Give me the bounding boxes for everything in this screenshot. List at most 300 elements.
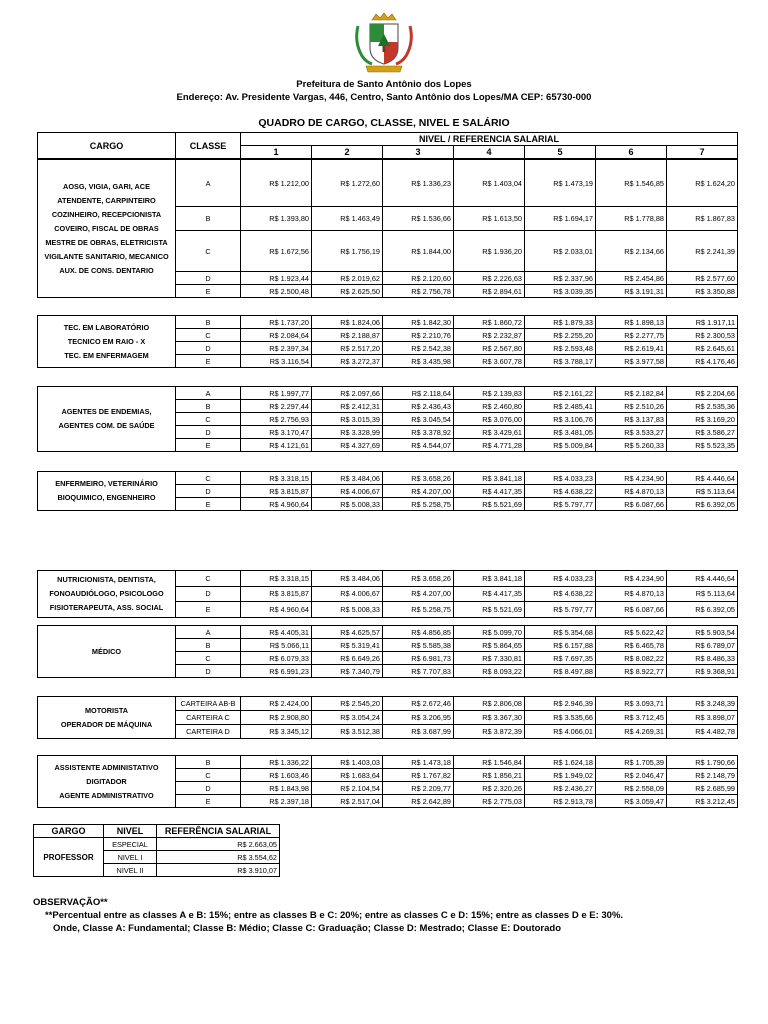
header-level: 5 xyxy=(525,146,596,159)
salary-value-cell: R$ 1.546,84 xyxy=(454,756,525,769)
classe-cell: CARTEIRA AB-B xyxy=(176,697,241,711)
salary-value-cell: R$ 3.206,95 xyxy=(383,711,454,725)
professor-salary-table xyxy=(33,824,280,877)
salary-value-cell: R$ 2.485,41 xyxy=(525,400,596,413)
salary-value-cell: R$ 7.330,81 xyxy=(454,652,525,665)
salary-group-table xyxy=(37,696,738,739)
salary-value-cell: R$ 2.412,31 xyxy=(312,400,383,413)
professor-header-referencia: REFERÊNCIA SALARIAL xyxy=(157,825,280,838)
header-level: 4 xyxy=(454,146,525,159)
salary-value-cell: R$ 1.694,17 xyxy=(525,207,596,231)
salary-value-cell: R$ 2.210,76 xyxy=(383,329,454,342)
salary-group-table xyxy=(37,315,738,368)
salary-value-cell: R$ 4.207,00 xyxy=(383,485,454,498)
salary-value-cell: R$ 9.368,91 xyxy=(667,665,738,678)
salary-value-cell: R$ 2.297,44 xyxy=(241,400,312,413)
salary-value-cell: R$ 3.137,83 xyxy=(596,413,667,426)
observation-label: OBSERVAÇÃO** xyxy=(33,897,108,908)
salary-value-cell: R$ 4.870,13 xyxy=(596,485,667,498)
classe-cell: C xyxy=(176,472,241,485)
salary-value-cell: R$ 4.234,90 xyxy=(596,571,667,587)
salary-value-cell: R$ 2.625,50 xyxy=(312,285,383,298)
salary-value-cell: R$ 3.484,06 xyxy=(312,571,383,587)
cargo-line: OPERADOR DE MÁQUINA xyxy=(60,719,153,729)
salary-value-cell: R$ 3.272,37 xyxy=(312,355,383,368)
salary-value-cell: R$ 4.544,07 xyxy=(383,439,454,452)
cargo-line: TEC. EM ENFERMAGEM xyxy=(64,350,149,360)
salary-value-cell: R$ 3.045,54 xyxy=(383,413,454,426)
salary-value-cell: R$ 6.465,78 xyxy=(596,639,667,652)
salary-value-cell: R$ 1.923,44 xyxy=(241,272,312,285)
salary-value-cell: R$ 4.066,01 xyxy=(525,725,596,739)
salary-value-cell: R$ 3.059,47 xyxy=(596,795,667,808)
salary-value-cell: R$ 3.015,39 xyxy=(312,413,383,426)
salary-value-cell: R$ 6.392,05 xyxy=(667,498,738,511)
cargo-line: TECNICO EM RAIO - X xyxy=(67,336,146,346)
salary-value-cell: R$ 2.672,46 xyxy=(383,697,454,711)
cargo-line: MÉDICO xyxy=(91,646,122,656)
salary-value-cell: R$ 2.139,83 xyxy=(454,387,525,400)
salary-value-cell: R$ 4.870,13 xyxy=(596,586,667,602)
salary-value-cell: R$ 3.191,31 xyxy=(596,285,667,298)
salary-value-cell: R$ 1.336,23 xyxy=(383,160,454,207)
cargo-line: AGENTES DE ENDEMIAS, xyxy=(61,407,152,416)
salary-value-cell: R$ 3.318,15 xyxy=(241,472,312,485)
salary-value-cell: R$ 4.417,35 xyxy=(454,586,525,602)
header-level: 2 xyxy=(312,146,383,159)
salary-value-cell: R$ 1.997,77 xyxy=(241,387,312,400)
salary-value-cell: R$ 4.327,69 xyxy=(312,439,383,452)
classe-cell: D xyxy=(176,665,241,678)
salary-value-cell: R$ 1.613,50 xyxy=(454,207,525,231)
salary-value-cell: R$ 3.512,38 xyxy=(312,725,383,739)
salary-value-cell: R$ 1.624,20 xyxy=(667,160,738,207)
organization-name: Prefeitura de Santo Antônio dos Lopes xyxy=(296,79,472,90)
salary-value-cell: R$ 6.392,05 xyxy=(667,602,738,618)
salary-value-cell: R$ 3.169,20 xyxy=(667,413,738,426)
salary-value-cell: R$ 5.523,35 xyxy=(667,439,738,452)
professor-valor: R$ 2.663,05 xyxy=(157,838,280,851)
classe-cell: E xyxy=(176,602,241,618)
salary-value-cell: R$ 2.535,36 xyxy=(667,400,738,413)
cargo-line: DIGITADOR xyxy=(86,776,127,786)
salary-value-cell: R$ 1.767,82 xyxy=(383,769,454,782)
salary-value-cell: R$ 1.403,04 xyxy=(454,160,525,207)
salary-value-cell: R$ 4.771,28 xyxy=(454,439,525,452)
salary-value-cell: R$ 4.960,64 xyxy=(241,602,312,618)
salary-value-cell: R$ 5.797,77 xyxy=(525,602,596,618)
classe-cell: C xyxy=(176,231,241,272)
salary-value-cell: R$ 3.872,39 xyxy=(454,725,525,739)
salary-value-cell: R$ 4.405,31 xyxy=(241,626,312,639)
professor-header-nivel: NIVEL xyxy=(104,825,157,838)
professor-nivel: NIVEL I xyxy=(104,851,157,864)
cargo-line: ATENDENTE, CARPINTEIRO xyxy=(57,195,156,205)
header-level: 3 xyxy=(383,146,454,159)
salary-value-cell: R$ 7.340,79 xyxy=(312,665,383,678)
classe-cell: E xyxy=(176,355,241,368)
classe-cell: E xyxy=(176,439,241,452)
salary-value-cell: R$ 4.033,23 xyxy=(525,571,596,587)
salary-value-cell: R$ 3.484,06 xyxy=(312,472,383,485)
classe-cell: D xyxy=(176,342,241,355)
salary-value-cell: R$ 4.006,67 xyxy=(312,485,383,498)
cargo-line: MOTORISTA xyxy=(84,705,129,715)
header-nivel-group: NIVEL / REFERENCIA SALARIAL xyxy=(241,133,738,146)
salary-value-cell: R$ 2.619,41 xyxy=(596,342,667,355)
salary-value-cell: R$ 3.212,45 xyxy=(667,795,738,808)
salary-value-cell: R$ 3.093,71 xyxy=(596,697,667,711)
salary-value-cell: R$ 5.009,84 xyxy=(525,439,596,452)
salary-value-cell: R$ 1.536,66 xyxy=(383,207,454,231)
header-classe: CLASSE xyxy=(176,133,241,159)
salary-group-table xyxy=(37,625,738,678)
salary-value-cell: R$ 2.500,48 xyxy=(241,285,312,298)
cargo-line: AUX. DE CONS. DENTARIO xyxy=(59,265,154,275)
salary-value-cell: R$ 4.417,35 xyxy=(454,485,525,498)
salary-value-cell: R$ 8.922,77 xyxy=(596,665,667,678)
salary-value-cell: R$ 1.756,19 xyxy=(312,231,383,272)
salary-value-cell: R$ 2.033,01 xyxy=(525,231,596,272)
salary-value-cell: R$ 2.567,80 xyxy=(454,342,525,355)
salary-value-cell: R$ 4.446,64 xyxy=(667,571,738,587)
salary-value-cell: R$ 3.815,87 xyxy=(241,485,312,498)
cargo-line: MESTRE DE OBRAS, ELETRICISTA xyxy=(45,237,168,247)
classe-cell: A xyxy=(176,387,241,400)
organization-address: Endereço: Av. Presidente Vargas, 446, Centro, Santo Antônio dos Lopes/MA CEP: 65730-000 xyxy=(176,92,592,103)
classe-cell: C xyxy=(176,769,241,782)
classe-cell: C xyxy=(176,652,241,665)
classe-cell: E xyxy=(176,285,241,298)
classe-cell: B xyxy=(176,756,241,769)
table-row xyxy=(38,160,738,207)
classe-cell: CARTEIRA C xyxy=(176,711,241,725)
salary-value-cell: R$ 7.697,35 xyxy=(525,652,596,665)
salary-value-cell: R$ 1.778,88 xyxy=(596,207,667,231)
salary-value-cell: R$ 4.960,64 xyxy=(241,498,312,511)
salary-value-cell: R$ 1.867,83 xyxy=(667,207,738,231)
salary-value-cell: R$ 2.436,43 xyxy=(383,400,454,413)
salary-value-cell: R$ 1.705,39 xyxy=(596,756,667,769)
salary-value-cell: R$ 4.121,61 xyxy=(241,439,312,452)
salary-value-cell: R$ 1.917,11 xyxy=(667,316,738,329)
cargo-line: COVEIRO, FISCAL DE OBRAS xyxy=(54,223,159,233)
classe-cell: E xyxy=(176,795,241,808)
salary-value-cell: R$ 2.120,60 xyxy=(383,272,454,285)
salary-value-cell: R$ 1.212,00 xyxy=(241,160,312,207)
salary-value-cell: R$ 4.176,46 xyxy=(667,355,738,368)
salary-value-cell: R$ 3.607,78 xyxy=(454,355,525,368)
salary-value-cell: R$ 2.806,08 xyxy=(454,697,525,711)
salary-value-cell: R$ 3.898,07 xyxy=(667,711,738,725)
salary-value-cell: R$ 3.841,18 xyxy=(454,571,525,587)
table-row xyxy=(38,316,738,329)
salary-value-cell: R$ 1.844,00 xyxy=(383,231,454,272)
salary-value-cell: R$ 6.991,23 xyxy=(241,665,312,678)
salary-value-cell: R$ 4.033,23 xyxy=(525,472,596,485)
salary-value-cell: R$ 1.936,20 xyxy=(454,231,525,272)
salary-value-cell: R$ 5.797,77 xyxy=(525,498,596,511)
salary-value-cell: R$ 3.170,47 xyxy=(241,426,312,439)
salary-value-cell: R$ 3.658,26 xyxy=(383,571,454,587)
salary-value-cell: R$ 3.076,00 xyxy=(454,413,525,426)
salary-value-cell: R$ 1.843,98 xyxy=(241,782,312,795)
cargo-cell xyxy=(38,160,176,298)
table-row xyxy=(38,387,738,400)
salary-value-cell: R$ 3.712,45 xyxy=(596,711,667,725)
salary-value-cell: R$ 5.903,54 xyxy=(667,626,738,639)
salary-value-cell: R$ 2.424,00 xyxy=(241,697,312,711)
salary-value-cell: R$ 3.116,54 xyxy=(241,355,312,368)
salary-value-cell: R$ 1.403,03 xyxy=(312,756,383,769)
header-level: 6 xyxy=(596,146,667,159)
salary-value-cell: R$ 2.097,66 xyxy=(312,387,383,400)
salary-value-cell: R$ 5.260,33 xyxy=(596,439,667,452)
classe-cell: A xyxy=(176,160,241,207)
salary-value-cell: R$ 1.898,13 xyxy=(596,316,667,329)
salary-value-cell: R$ 5.066,11 xyxy=(241,639,312,652)
salary-value-cell: R$ 2.545,20 xyxy=(312,697,383,711)
salary-value-cell: R$ 4.638,22 xyxy=(525,485,596,498)
salary-value-cell: R$ 4.482,78 xyxy=(667,725,738,739)
salary-value-cell: R$ 3.248,39 xyxy=(667,697,738,711)
salary-value-cell: R$ 2.756,78 xyxy=(383,285,454,298)
cargo-line: FONOAUDIÓLOGO, PSICOLOGO xyxy=(49,589,164,598)
salary-value-cell: R$ 5.354,68 xyxy=(525,626,596,639)
salary-value-cell: R$ 6.789,07 xyxy=(667,639,738,652)
salary-value-cell: R$ 2.118,64 xyxy=(383,387,454,400)
salary-value-cell: R$ 2.756,93 xyxy=(241,413,312,426)
salary-value-cell: R$ 4.006,67 xyxy=(312,586,383,602)
salary-value-cell: R$ 1.672,56 xyxy=(241,231,312,272)
salary-value-cell: R$ 5.008,33 xyxy=(312,498,383,511)
salary-value-cell: R$ 2.300,53 xyxy=(667,329,738,342)
cargo-cell xyxy=(38,697,176,739)
salary-group-table xyxy=(37,159,738,298)
salary-value-cell: R$ 6.087,66 xyxy=(596,602,667,618)
salary-value-cell: R$ 1.393,80 xyxy=(241,207,312,231)
salary-value-cell: R$ 5.864,65 xyxy=(454,639,525,652)
salary-value-cell: R$ 5.008,33 xyxy=(312,602,383,618)
salary-value-cell: R$ 2.046,47 xyxy=(596,769,667,782)
municipal-crest-logo xyxy=(352,12,416,76)
salary-value-cell: R$ 1.473,18 xyxy=(383,756,454,769)
salary-value-cell: R$ 3.533,27 xyxy=(596,426,667,439)
header-cargo: CARGO xyxy=(38,133,176,159)
observation-percent-note: **Percentual entre as classes A e B: 15%; entre as classes B e C: 20%; entre as classes C e D: 15%; entre as classes D e E: 30%. xyxy=(45,910,624,921)
cargo-line: COZINHEIRO, RECEPCIONISTA xyxy=(51,209,162,219)
salary-value-cell: R$ 2.542,38 xyxy=(383,342,454,355)
salary-table-main xyxy=(37,132,738,159)
document-title: QUADRO DE CARGO, CLASSE, NIVEL E SALÁRIO xyxy=(258,117,510,129)
salary-value-cell: R$ 2.894,61 xyxy=(454,285,525,298)
salary-value-cell: R$ 5.521,69 xyxy=(454,602,525,618)
salary-value-cell: R$ 8.497,88 xyxy=(525,665,596,678)
professor-nivel: ESPECIAL xyxy=(104,838,157,851)
salary-group-table xyxy=(37,570,738,618)
salary-value-cell: R$ 5.521,69 xyxy=(454,498,525,511)
salary-value-cell: R$ 3.977,58 xyxy=(596,355,667,368)
salary-value-cell: R$ 4.207,00 xyxy=(383,586,454,602)
salary-value-cell: R$ 2.454,86 xyxy=(596,272,667,285)
salary-value-cell: R$ 3.815,87 xyxy=(241,586,312,602)
classe-cell: D xyxy=(176,272,241,285)
salary-value-cell: R$ 3.378,92 xyxy=(383,426,454,439)
professor-valor: R$ 3.554,62 xyxy=(157,851,280,864)
salary-value-cell: R$ 1.824,06 xyxy=(312,316,383,329)
salary-value-cell: R$ 2.577,60 xyxy=(667,272,738,285)
professor-table-header xyxy=(34,825,280,838)
salary-value-cell: R$ 2.775,03 xyxy=(454,795,525,808)
classe-cell: B xyxy=(176,400,241,413)
salary-value-cell: R$ 1.737,20 xyxy=(241,316,312,329)
salary-value-cell: R$ 4.625,57 xyxy=(312,626,383,639)
salary-value-cell: R$ 2.241,39 xyxy=(667,231,738,272)
salary-value-cell: R$ 2.397,18 xyxy=(241,795,312,808)
salary-value-cell: R$ 2.337,96 xyxy=(525,272,596,285)
salary-value-cell: R$ 3.535,66 xyxy=(525,711,596,725)
table-row xyxy=(38,756,738,769)
professor-cargo: PROFESSOR xyxy=(34,838,104,877)
salary-value-cell: R$ 3.481,05 xyxy=(525,426,596,439)
salary-value-cell: R$ 8.486,33 xyxy=(667,652,738,665)
classe-cell: B xyxy=(176,316,241,329)
salary-value-cell: R$ 8.093,22 xyxy=(454,665,525,678)
cargo-line: AGENTES COM. DE SAÚDE xyxy=(58,421,155,430)
salary-value-cell: R$ 1.272,60 xyxy=(312,160,383,207)
salary-value-cell: R$ 3.435,98 xyxy=(383,355,454,368)
salary-value-cell: R$ 5.585,38 xyxy=(383,639,454,652)
table-row xyxy=(38,571,738,587)
salary-value-cell: R$ 1.546,85 xyxy=(596,160,667,207)
classe-cell: B xyxy=(176,207,241,231)
cargo-line: VIGILANTE SANITARIO, MECANICO xyxy=(44,251,169,261)
salary-value-cell: R$ 3.350,88 xyxy=(667,285,738,298)
salary-value-cell: R$ 3.054,24 xyxy=(312,711,383,725)
salary-value-cell: R$ 3.367,30 xyxy=(454,711,525,725)
salary-value-cell: R$ 1.463,49 xyxy=(312,207,383,231)
classe-cell: CARTEIRA D xyxy=(176,725,241,739)
table-header-row xyxy=(38,133,738,146)
professor-nivel: NIVEL II xyxy=(104,864,157,877)
table-row xyxy=(38,697,738,711)
salary-value-cell: R$ 5.622,42 xyxy=(596,626,667,639)
salary-value-cell: R$ 2.517,20 xyxy=(312,342,383,355)
salary-group-table xyxy=(37,386,738,452)
salary-value-cell: R$ 6.981,73 xyxy=(383,652,454,665)
salary-group-table xyxy=(37,755,738,808)
salary-value-cell: R$ 5.113,64 xyxy=(667,485,738,498)
cargo-line: ENFERMEIRO, VETERINÁRIO xyxy=(55,479,158,488)
classe-cell: C xyxy=(176,329,241,342)
salary-value-cell: R$ 8.082,22 xyxy=(596,652,667,665)
salary-value-cell: R$ 2.204,66 xyxy=(667,387,738,400)
header-level: 1 xyxy=(241,146,312,159)
table-row xyxy=(38,472,738,485)
classe-cell: C xyxy=(176,413,241,426)
salary-value-cell: R$ 3.345,12 xyxy=(241,725,312,739)
salary-value-cell: R$ 3.106,76 xyxy=(525,413,596,426)
table-row xyxy=(38,626,738,639)
salary-value-cell: R$ 2.558,09 xyxy=(596,782,667,795)
salary-value-cell: R$ 2.397,34 xyxy=(241,342,312,355)
salary-value-cell: R$ 2.510,26 xyxy=(596,400,667,413)
salary-value-cell: R$ 1.624,18 xyxy=(525,756,596,769)
salary-value-cell: R$ 1.336,22 xyxy=(241,756,312,769)
salary-value-cell: R$ 2.148,79 xyxy=(667,769,738,782)
professor-valor: R$ 3.910,07 xyxy=(157,864,280,877)
salary-value-cell: R$ 2.188,87 xyxy=(312,329,383,342)
observation-class-note: Onde, Classe A: Fundamental; Classe B: Médio; Classe C: Graduação; Classe D: Mestrado; Classe E: Doutorado xyxy=(53,923,562,934)
table-row xyxy=(34,838,280,851)
classe-cell: A xyxy=(176,626,241,639)
salary-value-cell: R$ 6.157,88 xyxy=(525,639,596,652)
cargo-line: ASSISTENTE ADMINISTATIVO xyxy=(54,762,159,772)
salary-value-cell: R$ 3.658,26 xyxy=(383,472,454,485)
salary-value-cell: R$ 4.269,31 xyxy=(596,725,667,739)
salary-value-cell: R$ 2.134,66 xyxy=(596,231,667,272)
salary-value-cell: R$ 2.645,61 xyxy=(667,342,738,355)
salary-value-cell: R$ 1.790,66 xyxy=(667,756,738,769)
cargo-cell xyxy=(38,472,176,511)
header-level: 7 xyxy=(667,146,738,159)
salary-value-cell: R$ 3.318,15 xyxy=(241,571,312,587)
cargo-line: AGENTE ADMINISTRATIVO xyxy=(59,790,154,800)
professor-header-cargo: GARGO xyxy=(34,825,104,838)
cargo-cell xyxy=(38,571,176,618)
salary-value-cell: R$ 2.642,89 xyxy=(383,795,454,808)
salary-value-cell: R$ 3.788,17 xyxy=(525,355,596,368)
cargo-cell xyxy=(38,316,176,368)
salary-value-cell: R$ 2.255,20 xyxy=(525,329,596,342)
salary-value-cell: R$ 4.638,22 xyxy=(525,586,596,602)
salary-value-cell: R$ 2.913,78 xyxy=(525,795,596,808)
salary-value-cell: R$ 3.328,99 xyxy=(312,426,383,439)
salary-value-cell: R$ 6.079,33 xyxy=(241,652,312,665)
classe-cell: D xyxy=(176,485,241,498)
salary-value-cell: R$ 4.446,64 xyxy=(667,472,738,485)
salary-value-cell: R$ 5.113,64 xyxy=(667,586,738,602)
salary-value-cell: R$ 2.946,39 xyxy=(525,697,596,711)
cargo-cell xyxy=(38,387,176,452)
salary-value-cell: R$ 3.429,61 xyxy=(454,426,525,439)
salary-value-cell: R$ 6.649,26 xyxy=(312,652,383,665)
salary-group-table xyxy=(37,471,738,511)
classe-cell: D xyxy=(176,782,241,795)
classe-cell: C xyxy=(176,571,241,587)
cargo-line: AOSG, VIGIA, GARI, ACE xyxy=(63,181,150,191)
salary-value-cell: R$ 3.841,18 xyxy=(454,472,525,485)
cargo-cell xyxy=(38,626,176,678)
salary-value-cell: R$ 4.234,90 xyxy=(596,472,667,485)
cargo-line: NUTRICIONISTA, DENTISTA, xyxy=(57,575,156,584)
classe-cell: B xyxy=(176,639,241,652)
salary-value-cell: R$ 1.683,64 xyxy=(312,769,383,782)
salary-value-cell: R$ 2.277,75 xyxy=(596,329,667,342)
salary-value-cell: R$ 1.949,02 xyxy=(525,769,596,782)
cargo-line: BIOQUIMICO, ENGENHEIRO xyxy=(57,493,156,502)
salary-value-cell: R$ 3.039,35 xyxy=(525,285,596,298)
salary-value-cell: R$ 1.856,21 xyxy=(454,769,525,782)
salary-value-cell: R$ 3.586,27 xyxy=(667,426,738,439)
salary-value-cell: R$ 2.517,04 xyxy=(312,795,383,808)
salary-value-cell: R$ 1.603,46 xyxy=(241,769,312,782)
salary-value-cell: R$ 1.473,19 xyxy=(525,160,596,207)
salary-value-cell: R$ 2.232,87 xyxy=(454,329,525,342)
cargo-line: FISIOTERAPEUTA, ASS. SOCIAL xyxy=(49,603,164,612)
salary-value-cell: R$ 5.319,41 xyxy=(312,639,383,652)
salary-value-cell: R$ 3.687,99 xyxy=(383,725,454,739)
